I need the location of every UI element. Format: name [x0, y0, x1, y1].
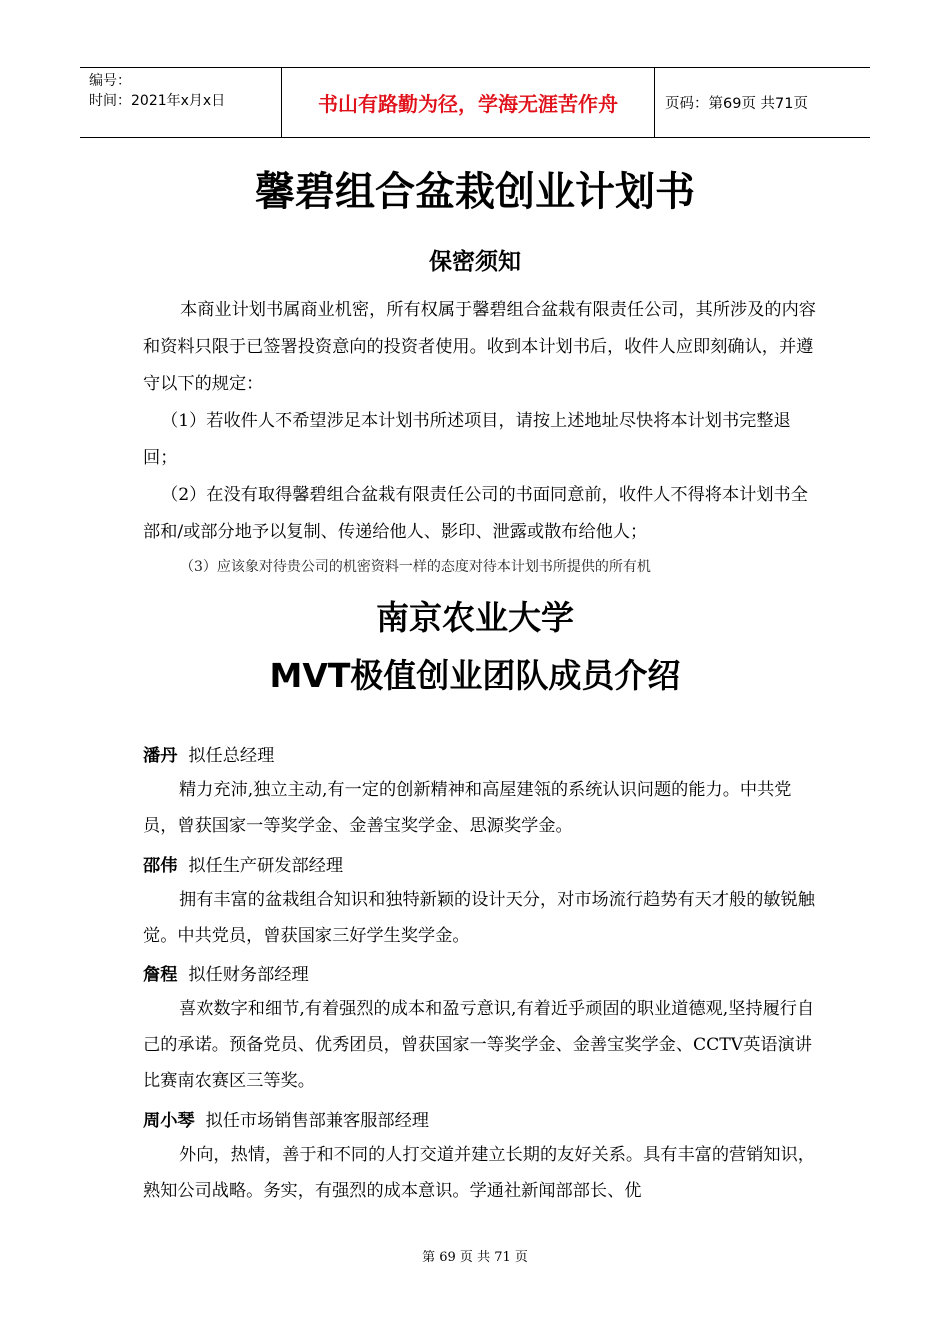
member-name: 詹程: [143, 965, 178, 985]
confidential-intro: 本商业计划书属商业机密，所有权属于馨碧组合盆栽有限责任公司，其所涉及的内容和资料只限于已签署投资意向的投资者使用。收到本计划书后，收件人应即刻确认，并遵守以下的规定：: [143, 300, 816, 394]
member-heading: [143, 1106, 429, 1131]
member-description: 精力充沛,独立主动,有一定的创新精神和高屋建瓴的系统认识问题的能力。中共党员，曾获国家一等奖学金、金善宝奖学金、思源奖学金。: [143, 780, 792, 836]
member-heading: [143, 851, 343, 876]
team-title: MVT极值创业团队成员介绍: [269, 656, 681, 695]
member-name: 周小琴: [143, 1111, 195, 1131]
motto-text: 书山有路勤为径，学海无涯苦作舟: [318, 92, 618, 116]
member-role: 拟任总经理: [188, 746, 275, 766]
member-heading: [143, 741, 274, 766]
confidential-rule-1: （1）若收件人不希望涉足本计划书所述项目，请按上述地址尽快将本计划书完整退回；: [143, 411, 791, 468]
header-motto-cell: [282, 68, 655, 137]
header-page-label: 页码：第69页 共71页: [665, 96, 809, 112]
header-meta-cell: [80, 68, 282, 137]
member-description: 喜欢数字和细节,有着强烈的成本和盈亏意识,有着近乎顽固的职业道德观,坚持履行自己的承诺。预备党员、优秀团员，曾获国家一等奖学金、金善宝奖学金、CCTV英语演讲比赛南农赛区三等奖。: [143, 999, 815, 1091]
confidential-rule-2: （2）在没有取得馨碧组合盆栽有限责任公司的书面同意前，收件人不得将本计划书全部和/或部分地予以复制、传递给他人、影印、泄露或散布给他人；: [143, 485, 808, 542]
member-name: 邵伟: [143, 856, 178, 876]
university-name: 南京农业大学: [376, 598, 574, 637]
page-header: [80, 67, 870, 138]
member-heading: [143, 960, 309, 985]
member-description: 拥有丰富的盆栽组合知识和独特新颖的设计天分，对市场流行趋势有天才般的敏锐触觉。中共党员，曾获国家三好学生奖学金。: [143, 890, 815, 946]
member-role: 拟任财务部经理: [188, 965, 309, 985]
member-role: 拟任生产研发部经理: [188, 856, 344, 876]
header-page-cell: [655, 68, 870, 137]
member-role: 拟任市场销售部兼客服部经理: [205, 1111, 429, 1131]
time-label: 时间：2021年x月x日: [89, 93, 226, 109]
confidential-heading: 保密须知: [429, 249, 521, 275]
page-footer: 第 69 页 共 71 页: [422, 1250, 528, 1265]
number-label: 编号：: [89, 73, 131, 89]
document-title: 馨碧组合盆栽创业计划书: [255, 169, 695, 215]
member-name: 潘丹: [143, 746, 178, 766]
confidential-rule-3: （3）应该象对待贵公司的机密资料一样的态度对待本计划书所提供的所有机: [180, 559, 651, 575]
member-description: 外向，热情，善于和不同的人打交道并建立长期的友好关系。具有丰富的营销知识，熟知公司战略。务实，有强烈的成本意识。学通社新闻部部长、优: [143, 1145, 815, 1201]
